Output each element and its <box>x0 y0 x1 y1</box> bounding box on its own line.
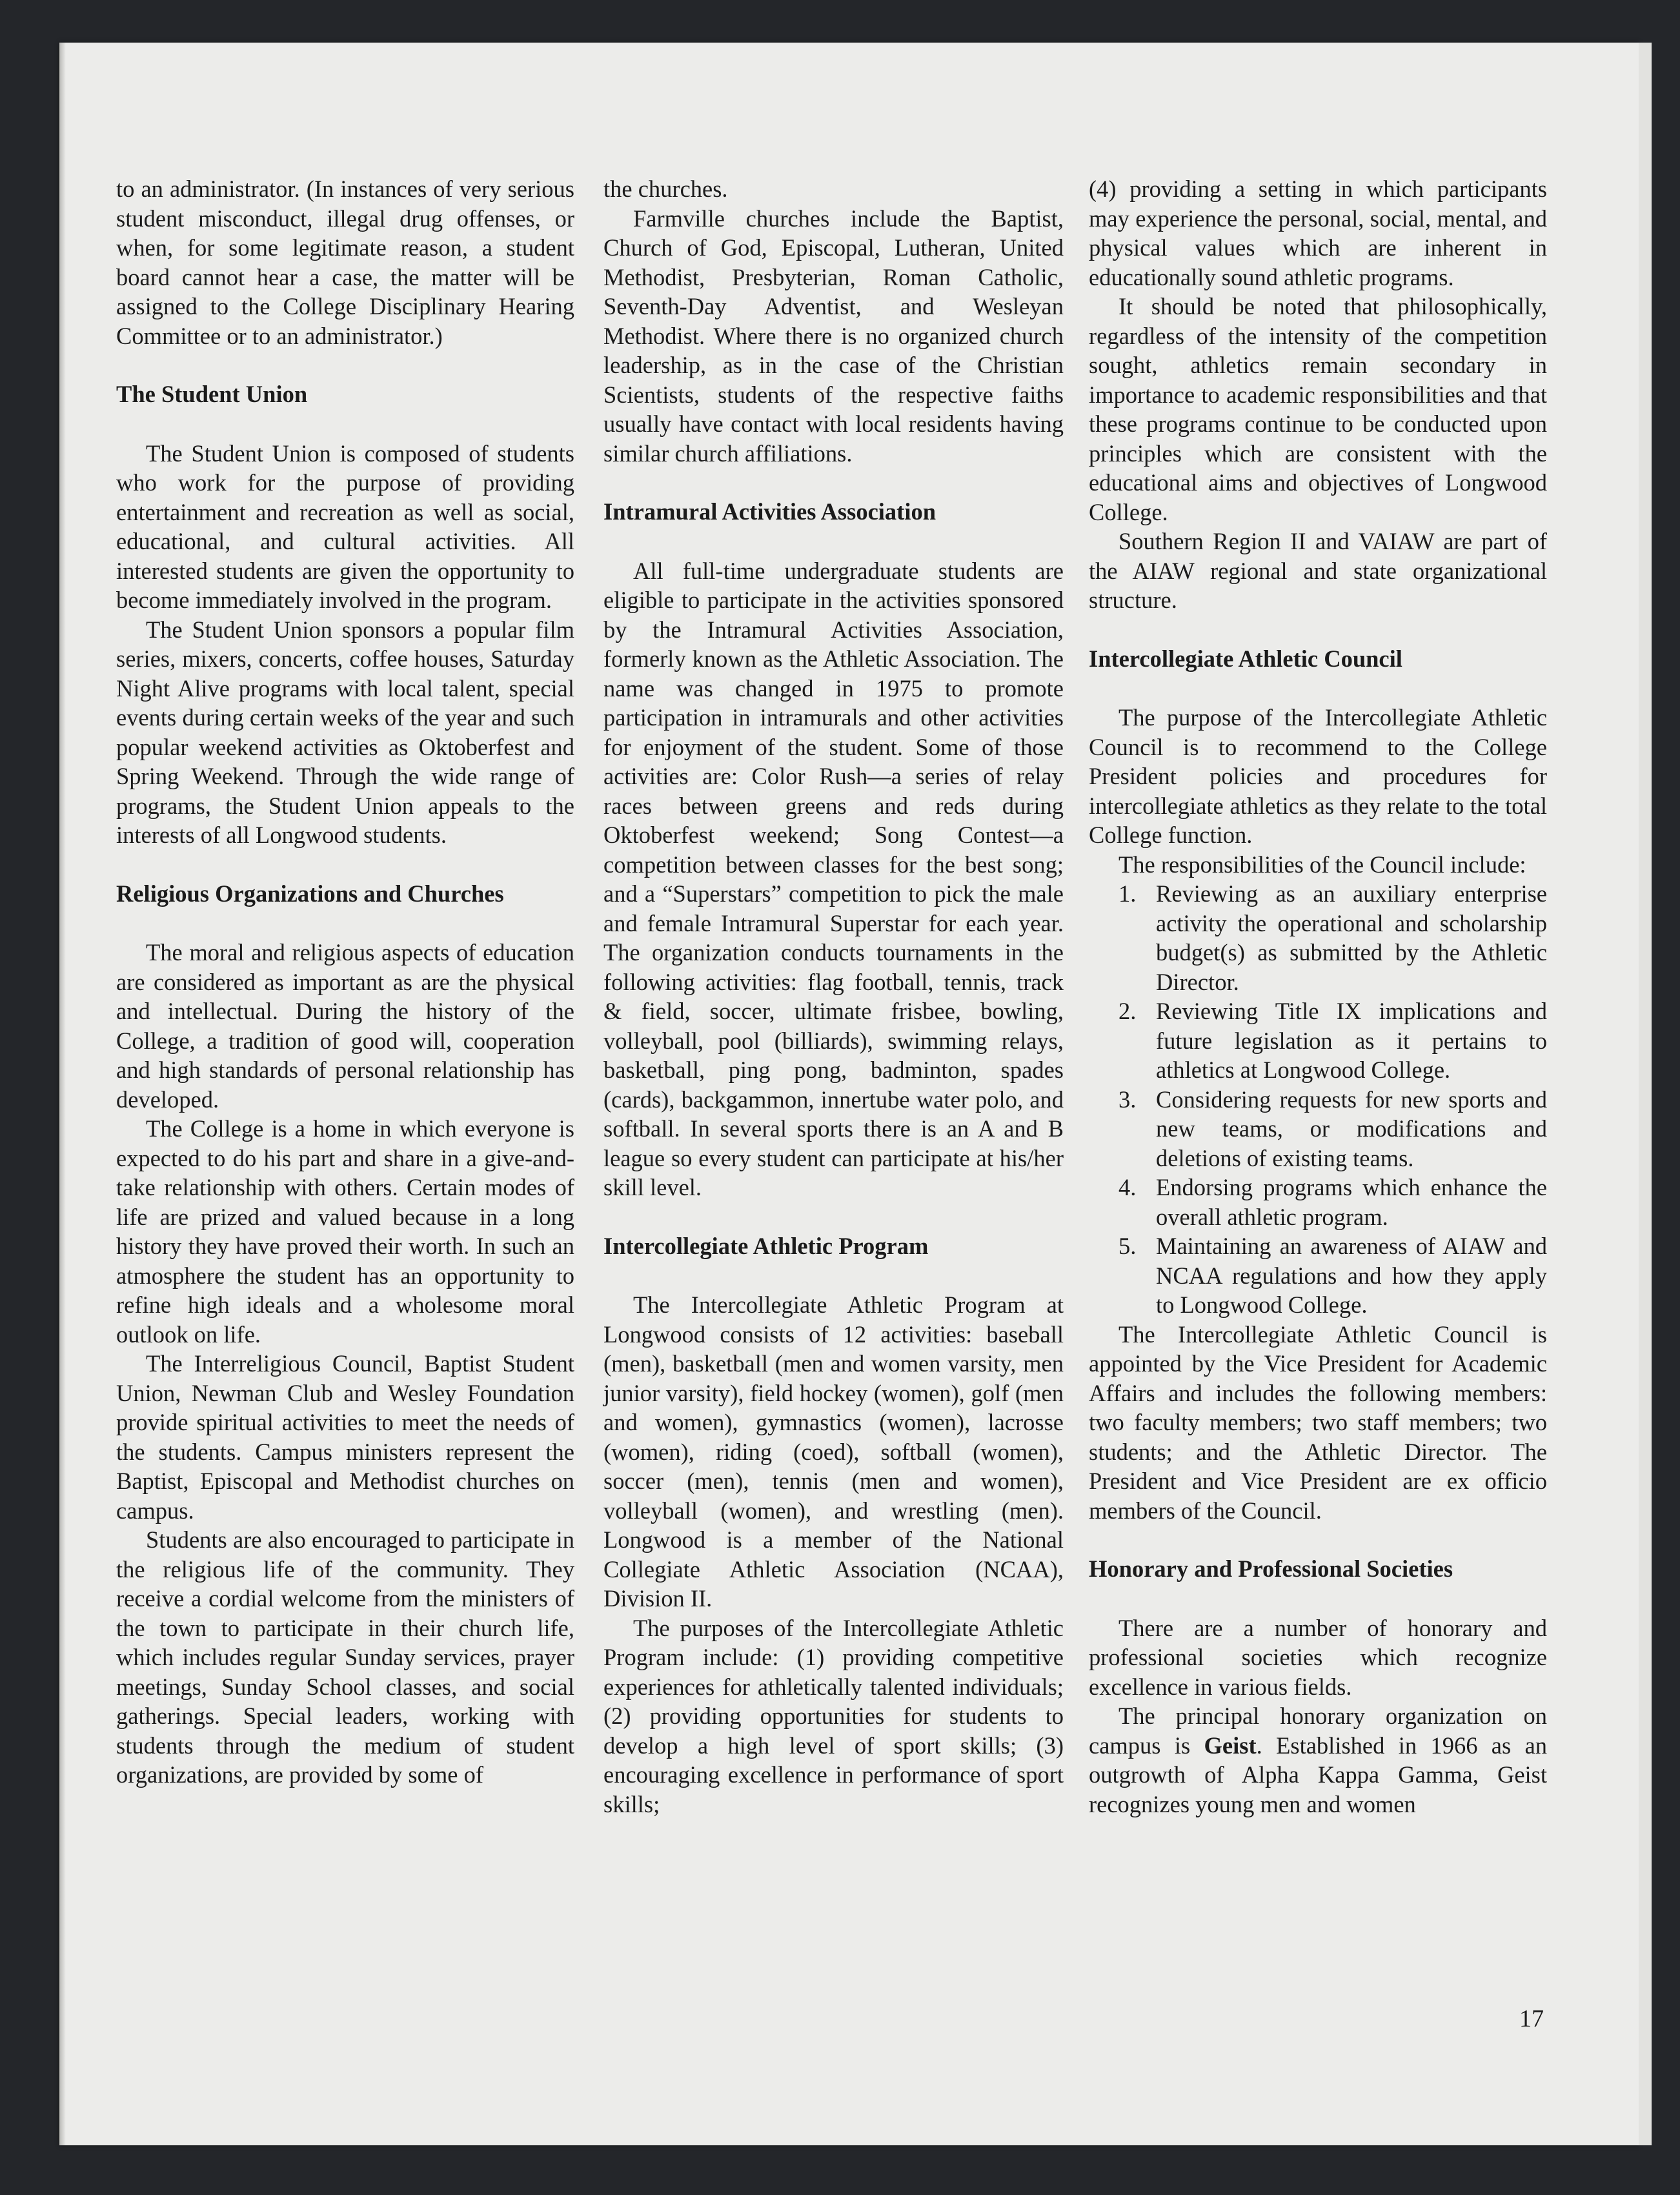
list-item <box>1089 1231 1547 1320</box>
document-page <box>59 43 1639 2145</box>
paragraph: (4) providing a setting in which participants may experience the personal, social, mental, and physical values which are inherent in educationally sound athletic programs. <box>1089 176 1547 290</box>
paragraph: There are a number of honorary and professional societies which recognize excellence in various fields. <box>1089 1614 1547 1700</box>
list-item-text: Reviewing Title IX implications and future legislation as it pertains to athletics at Longwood College. <box>1156 998 1547 1083</box>
section-heading-intramural-activities: Intramural Activities Association <box>603 498 936 525</box>
paragraph: The responsibilities of the Council include: <box>1118 851 1526 878</box>
paragraph: the churches. <box>603 176 728 202</box>
responsibilities-list <box>1089 879 1547 1320</box>
text-column-2 <box>603 174 1064 1819</box>
list-item <box>1089 996 1547 1085</box>
page-binding-shadow <box>59 43 66 2145</box>
paragraph: to an administrator. (In instances of very serious student misconduct, illegal drug offenses, or when, for some legitimate reason, a student board cannot hear a case, the matter will be assigned to the College Disciplinary Hearing Committee or to an administrator.) <box>116 176 574 349</box>
paragraph: The purposes of the Intercollegiate Athletic Program include: (1) providing competitive experiences for athletically talented individuals; (2) providing opportunities for students to develop a high level of sport skills; (3) encouraging excellence in performance of sport skills; <box>603 1614 1064 1817</box>
list-item-number: 1. <box>1118 880 1137 907</box>
list-item-number: 2. <box>1118 998 1137 1024</box>
list-item-number: 4. <box>1118 1174 1137 1200</box>
text-run: The principal honorary organization on campus is <box>1089 1703 1547 1759</box>
paragraph: Students are also encouraged to participate in the religious life of the community. They receive a cordial welcome from the ministers of the town to participate in their church life, which includes regular Sunday services, prayer meetings, Sunday School classes, and social gatherings. Special leaders, working with students through the medium of student organizations, are provided by some of <box>116 1526 574 1788</box>
text-column-3 <box>1089 174 1547 1819</box>
list-item-text: Endorsing programs which enhance the overall athletic program. <box>1156 1174 1547 1230</box>
page-number: 17 <box>1519 2005 1544 2032</box>
paragraph: Farmville churches include the Baptist, Church of God, Episcopal, Lutheran, United Methodist, Presbyterian, Roman Catholic, Seventh-Day Adventist, and Wesleyan Methodist. Where there is no organized church leadership, as in the case of the Christian Scientists, students of the respective faiths usually have contact with local residents having similar church affiliations. <box>603 205 1064 467</box>
paragraph: The College is a home in which everyone is expected to do his part and share in a give-and-take relationship with others. Certain modes of life are prized and valued because in a long history they have proved their worth. In such an atmosphere the student has an opportunity to refine high ideals and a wholesome moral outlook on life. <box>116 1115 574 1348</box>
list-item <box>1089 879 1547 996</box>
text-run: . Established in 1966 as an outgrowth of Alpha Kappa Gamma, Geist recognizes young men and women <box>1089 1732 1547 1817</box>
paragraph: The Interreligious Council, Baptist Student Union, Newman Club and Wesley Foundation provide spiritual activities to meet the needs of the students. Campus ministers represent the Baptist, Episcopal and Methodist churches on campus. <box>116 1350 574 1524</box>
paragraph: Southern Region II and VAIAW are part of the AIAW regional and state organizational structure. <box>1089 528 1547 613</box>
list-item-number: 3. <box>1118 1086 1137 1113</box>
geist-emphasis: Geist <box>1204 1732 1257 1759</box>
list-item-text: Reviewing as an auxiliary enterprise activity the operational and scholarship budget(s) as submitted by the Athletic Director. <box>1156 880 1547 995</box>
text-column-1 <box>116 174 574 1790</box>
list-item <box>1089 1085 1547 1173</box>
list-item <box>1089 1173 1547 1231</box>
paragraph: The Student Union sponsors a popular film series, mixers, concerts, coffee houses, Saturday Night Alive programs with local talent, special events during certain weeks of the year and such popular weekend activities as Oktoberfest and Spring Weekend. Through the wide range of programs, the Student Union appeals to the interests of all Longwood students. <box>116 616 574 848</box>
list-item-number: 5. <box>1118 1233 1137 1259</box>
section-heading-athletic-council: Intercollegiate Athletic Council <box>1089 645 1402 672</box>
paragraph: The purpose of the Intercollegiate Athletic Council is to recommend to the College President policies and procedures for intercollegiate athletics as they relate to the total College function. <box>1089 704 1547 848</box>
list-item-text: Considering requests for new sports and new teams, or modifications and deletions of existing teams. <box>1156 1086 1547 1171</box>
section-heading-honorary-societies: Honorary and Professional Societies <box>1089 1555 1453 1582</box>
section-heading-intercollegiate-program: Intercollegiate Athletic Program <box>603 1232 929 1259</box>
section-heading-student-union: The Student Union <box>116 381 308 407</box>
paragraph: It should be noted that philosophically, regardless of the intensity of the competition sought, athletics remain secondary in importance to academic responsibilities and that these programs continue to be conducted upon principles which are consistent with the educational aims and objectives of Longwood College. <box>1089 293 1547 525</box>
paragraph: The Intercollegiate Athletic Program at Longwood consists of 12 activities: baseball (men), basketball (men and women varsity, men junior varsity), field hockey (women), golf (men and women), gymnastics (women), lacrosse (women), riding (coed), softball (women), soccer (men), tennis (men and women), volleyball (women), and wrestling (men). Longwood is a member of the National Collegiate Athletic Association (NCAA), Division II. <box>603 1291 1064 1612</box>
paragraph <box>1089 1701 1547 1819</box>
paragraph: All full-time undergraduate students are eligible to participate in the activities sponsored by the Intramural Activities Association, formerly known as the Athletic Association. The name was changed in 1975 to promote participation in intramurals and other activities for enjoyment of the student. Some of those activities are: Color Rush—a series of relay races between greens and reds during Oktoberfest weekend; Song Contest—a competition between classes for the best song; and a “Superstars” competition to pick the male and female Intramural Superstar for each year. The organization conducts tournaments in the following activities: flag football, tennis, track & field, soccer, ultimate frisbee, bowling, volleyball, pool (billiards), swimming relays, basketball, ping pong, badminton, spades (cards), backgammon, innertube water polo, and softball. In several sports there is an A and B league so every student can participate at his/her skill level. <box>603 557 1064 1200</box>
paragraph: The Student Union is composed of students who work for the purpose of providing entertainment and recreation as well as social, educational, and cultural activities. All interested students are given the opportunity to become immediately involved in the program. <box>116 440 574 613</box>
paragraph: The Intercollegiate Athletic Council is appointed by the Vice President for Academic Affairs and includes the following members: two faculty members; two staff members; two students; and the Athletic Director. The President and Vice President are ex officio members of the Council. <box>1089 1320 1547 1524</box>
list-item-text: Maintaining an awareness of AIAW and NCAA regulations and how they apply to Longwood College. <box>1156 1233 1547 1318</box>
section-heading-religious-organizations: Religious Organizations and Churches <box>116 880 504 907</box>
paragraph: The moral and religious aspects of education are considered as important as are the physical and intellectual. During the history of the College, a tradition of good will, cooperation and high standards of personal relationship has developed. <box>116 939 574 1113</box>
page-edge <box>1639 43 1652 2145</box>
